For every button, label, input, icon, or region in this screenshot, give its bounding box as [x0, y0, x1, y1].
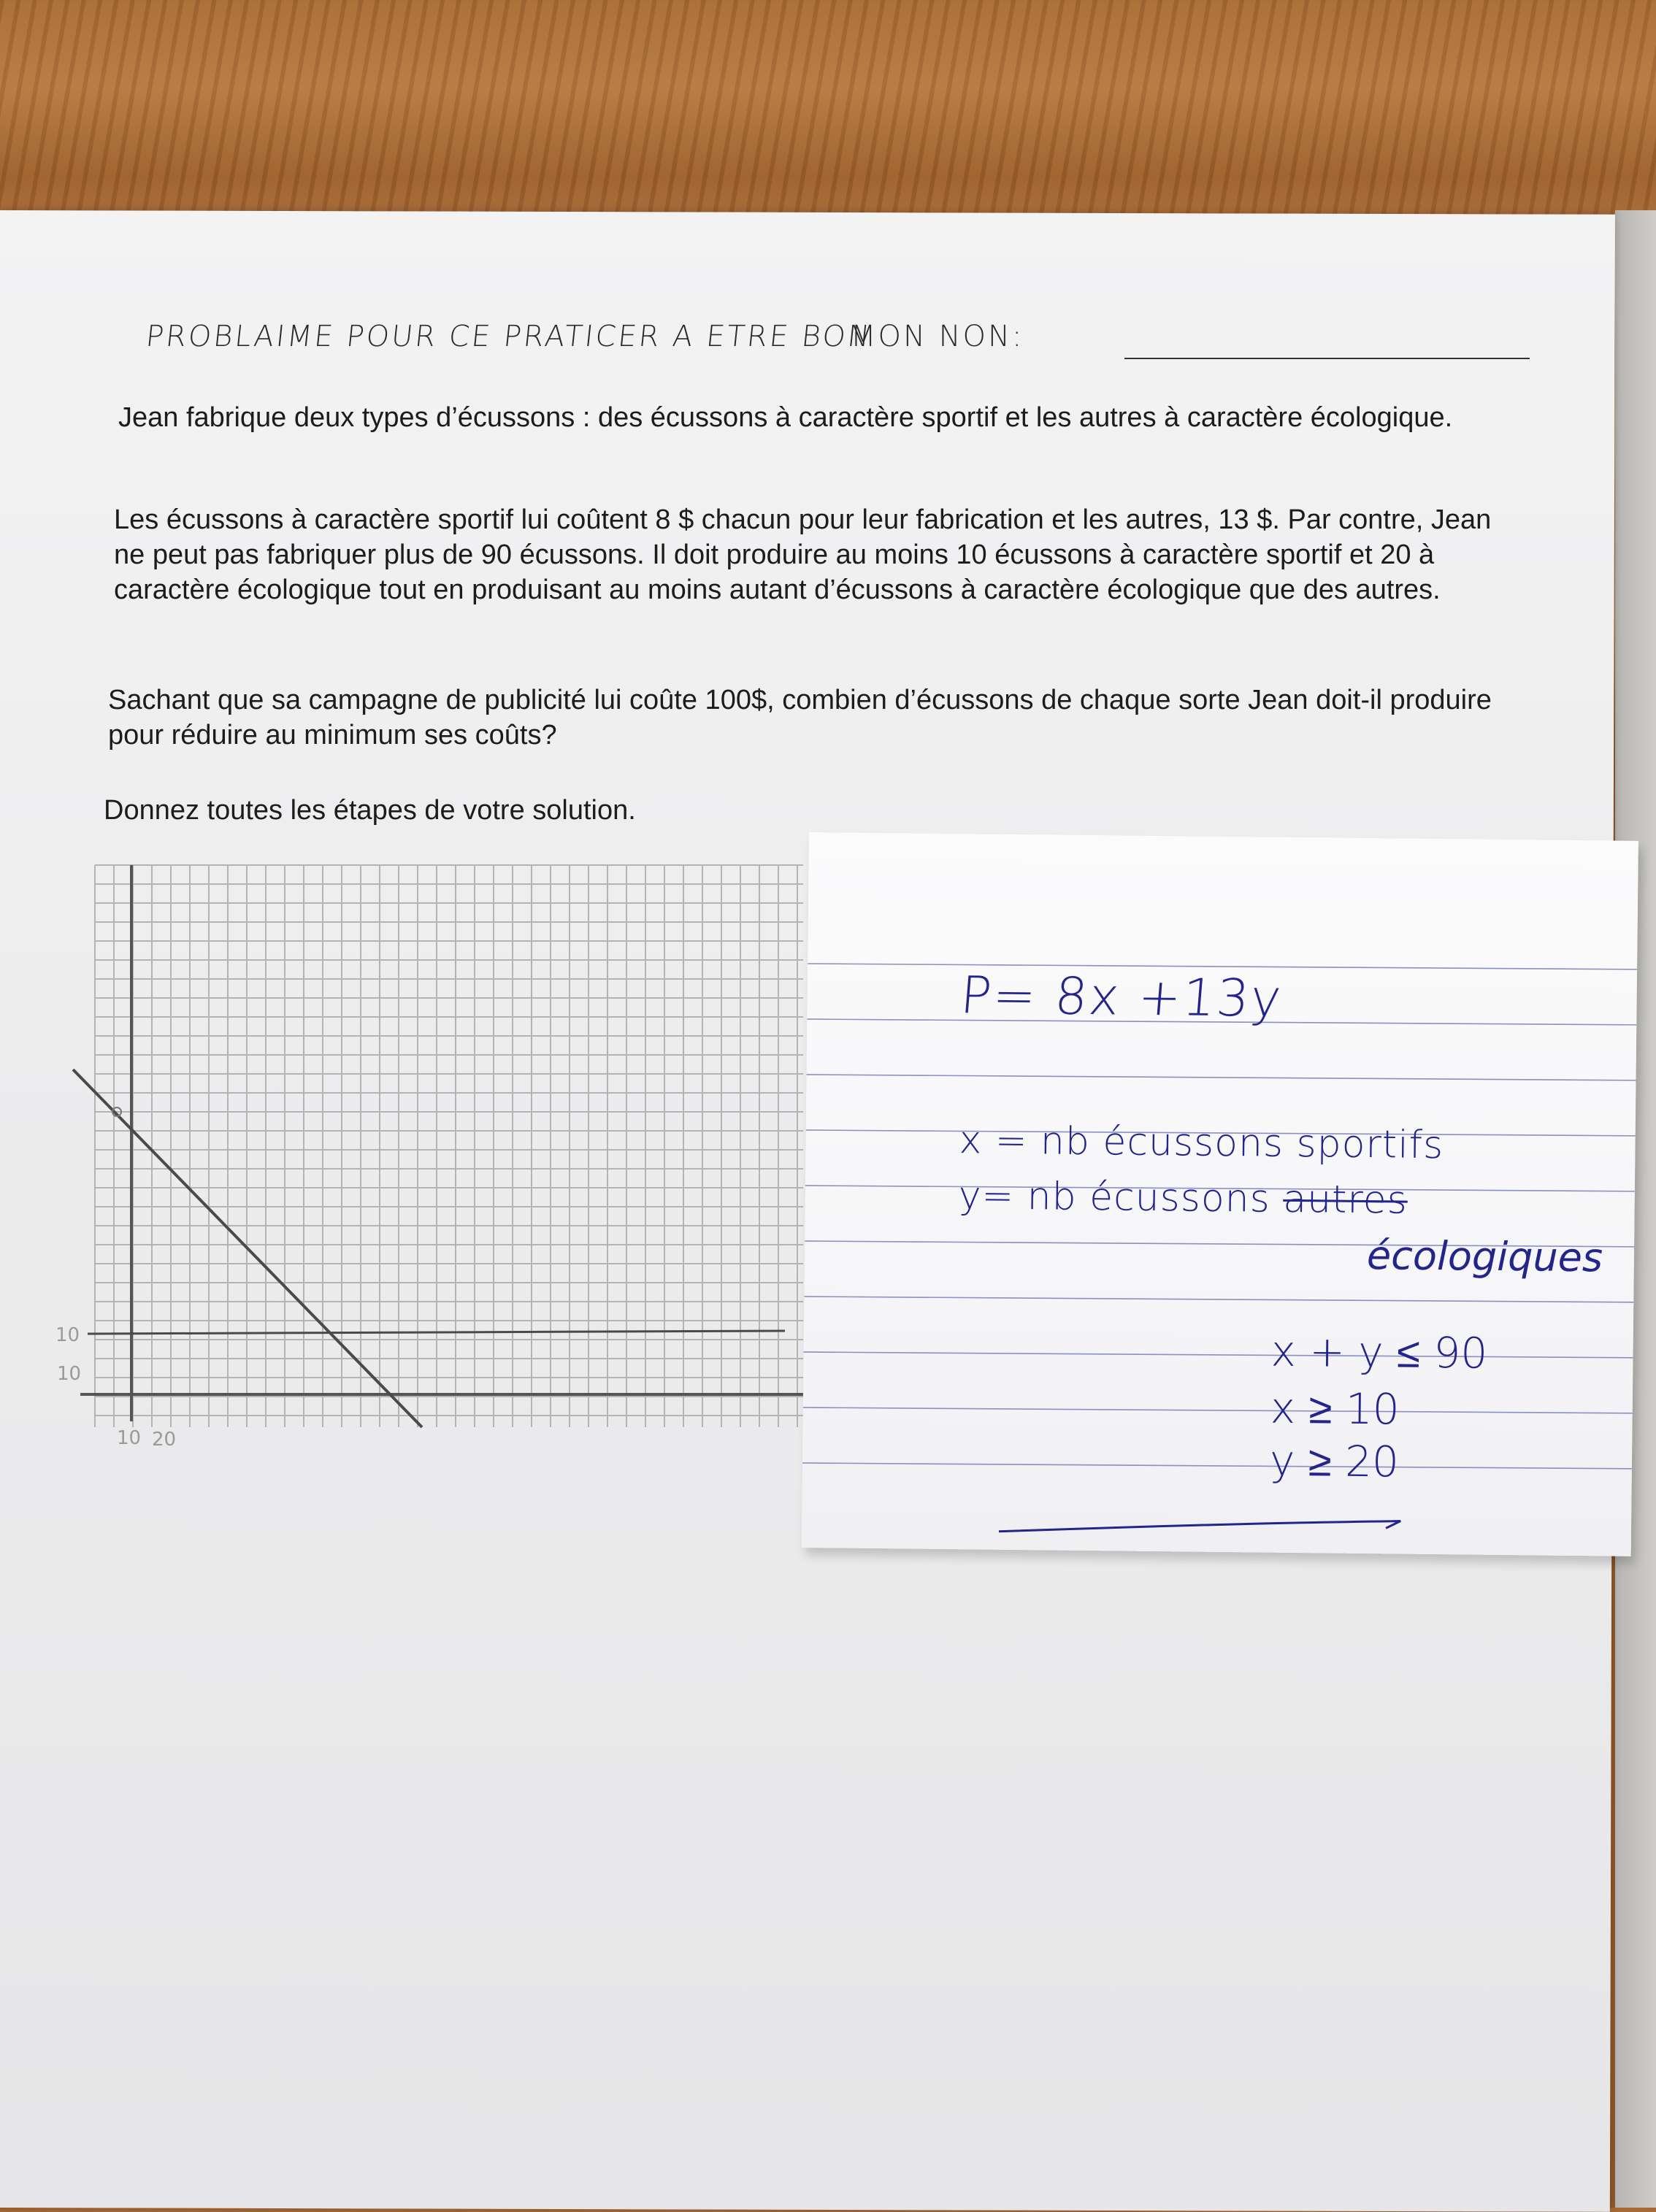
problem-instruction [104, 793, 1491, 828]
problem-paragraph-2 [114, 502, 1501, 607]
paragraph-text: Donnez toutes les étapes de votre solution. [104, 795, 636, 826]
constraint-total: x + y ≤ 90 [1270, 1326, 1488, 1378]
objective-function: P= 8x +13y [958, 965, 1285, 1029]
constraint-y-min: y ≥ 20 [1269, 1435, 1400, 1487]
paragraph-text: Jean fabrique deux types d’écussons : des écussons à caractère sportif et les autres à caractère écologique. [118, 402, 1453, 433]
grid-lines [95, 865, 803, 1427]
variable-x-definition: x = nb écussons sportifs [959, 1118, 1444, 1168]
ruled-line [802, 1460, 1632, 1472]
worksheet-header [146, 320, 1402, 364]
line-y-equals-20 [88, 1331, 785, 1334]
variable-y-text: y= nb écussons [958, 1174, 1284, 1221]
y-tick-label: 10 [55, 1324, 80, 1346]
problem-paragraph-3 [108, 683, 1495, 753]
variable-y-correction: écologiques [1366, 1232, 1603, 1281]
sticky-note [802, 832, 1638, 1556]
y-tick-label: 10 [57, 1363, 82, 1385]
ruled-line [803, 1405, 1633, 1416]
ruled-line [804, 1294, 1633, 1305]
ink-underline-stroke [999, 1517, 1400, 1536]
x-tick-label: 10 [117, 1427, 142, 1449]
constraint-x-min: x ≥ 10 [1270, 1383, 1400, 1435]
graph-paper [55, 858, 818, 1456]
paragraph-text: Sachant que sa campagne de publicité lui coûte 100$, combien d’écussons de chaque sorte Jean doit-il produire pour réduire au minimum ses coûts? [108, 685, 1492, 750]
name-blank-line [1124, 358, 1530, 359]
crossed-out-word: autres [1282, 1177, 1408, 1223]
paragraph-text: Les écussons à caractère sportif lui coûtent 8 $ chacun pour leur fabrication et les autres, 13 $. Par contre, Jean ne peut pas fabriquer plus de 90 écussons. Il doit produire au moins 10 écussons à caractère sportif et 20 à caractère écologique tout en produisant au moins autant d’écussons à caractère écologique que des autres. [114, 504, 1492, 605]
variable-y-definition [958, 1174, 1408, 1222]
problem-paragraph-1 [118, 400, 1506, 435]
worksheet-title: PROBLAIME POUR CE PRATICER A ETRE BON [144, 320, 874, 353]
graph-svg [55, 858, 818, 1456]
x-tick-label: 20 [152, 1429, 177, 1451]
name-label: MON NON: [851, 320, 1024, 353]
ruled-line [807, 1072, 1636, 1083]
wooden-table [0, 0, 1656, 234]
ruled-line [804, 1349, 1633, 1361]
